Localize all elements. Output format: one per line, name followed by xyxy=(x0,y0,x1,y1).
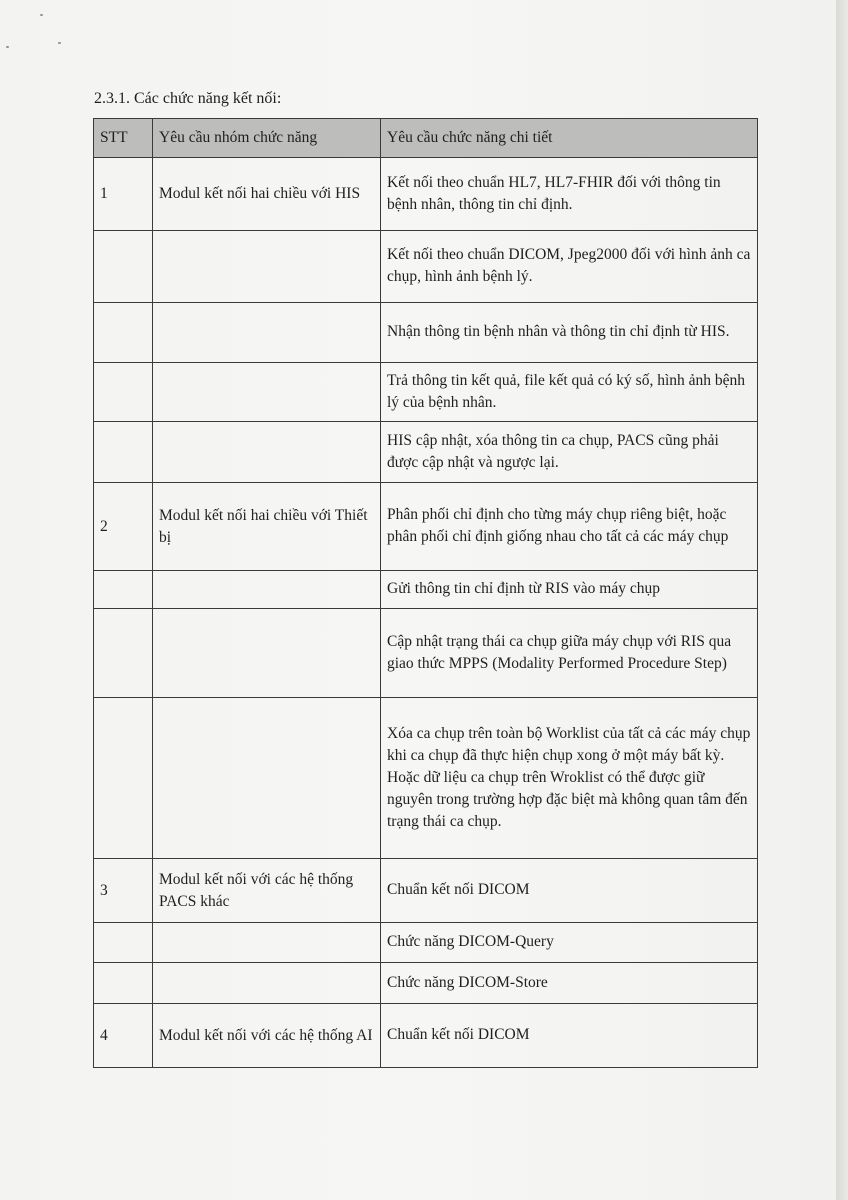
table-row xyxy=(94,1004,758,1068)
cell-stt xyxy=(94,363,153,422)
table-row xyxy=(94,483,758,571)
cell-stt xyxy=(94,963,153,1004)
table-row xyxy=(94,963,758,1004)
page-edge xyxy=(836,0,848,1200)
cell-stt: 3 xyxy=(94,859,153,923)
cell-group xyxy=(153,303,381,363)
cell-detail: HIS cập nhật, xóa thông tin ca chụp, PACS cũng phải được cập nhật và ngược lại. xyxy=(381,422,758,483)
paper-speck xyxy=(40,14,43,16)
cell-detail: Chức năng DICOM-Query xyxy=(381,923,758,963)
cell-detail: Trả thông tin kết quả, file kết quả có ký số, hình ảnh bệnh lý của bệnh nhân. xyxy=(381,363,758,422)
cell-stt: 2 xyxy=(94,483,153,571)
cell-detail: Nhận thông tin bệnh nhân và thông tin chỉ định từ HIS. xyxy=(381,303,758,363)
cell-group xyxy=(153,698,381,859)
table-header-row xyxy=(94,119,758,158)
table-row xyxy=(94,571,758,609)
cell-group xyxy=(153,963,381,1004)
cell-stt xyxy=(94,231,153,303)
cell-group xyxy=(153,422,381,483)
paper-speck xyxy=(58,42,61,44)
table-row xyxy=(94,231,758,303)
cell-stt xyxy=(94,923,153,963)
table-row xyxy=(94,363,758,422)
requirements-table xyxy=(93,118,758,1068)
header-group: Yêu cầu nhóm chức năng xyxy=(153,119,381,158)
cell-group xyxy=(153,609,381,698)
cell-detail: Gửi thông tin chỉ định từ RIS vào máy chụp xyxy=(381,571,758,609)
cell-detail: Xóa ca chụp trên toàn bộ Worklist của tất cả các máy chụp khi ca chụp đã thực hiện chụp xong ở một máy bất kỳ. Hoặc dữ liệu ca chụp trên Wroklist có thể được giữ nguyên trong trường hợp đặc biệt mà không quan tâm đến trạng thái ca chụp. xyxy=(381,698,758,859)
cell-stt xyxy=(94,571,153,609)
cell-stt xyxy=(94,422,153,483)
table-row xyxy=(94,158,758,231)
cell-group: Modul kết nối với các hệ thống PACS khác xyxy=(153,859,381,923)
header-stt: STT xyxy=(94,119,153,158)
table-row xyxy=(94,859,758,923)
cell-stt xyxy=(94,609,153,698)
section-heading: 2.3.1. Các chức năng kết nối: xyxy=(94,90,282,107)
cell-stt: 4 xyxy=(94,1004,153,1068)
cell-detail: Cập nhật trạng thái ca chụp giữa máy chụp với RIS qua giao thức MPPS (Modality Performed Procedure Step) xyxy=(381,609,758,698)
table-row xyxy=(94,422,758,483)
cell-group xyxy=(153,571,381,609)
table-row xyxy=(94,923,758,963)
table-row xyxy=(94,303,758,363)
table-row xyxy=(94,609,758,698)
cell-group xyxy=(153,231,381,303)
cell-stt xyxy=(94,698,153,859)
header-detail: Yêu cầu chức năng chi tiết xyxy=(381,119,758,158)
paper-speck xyxy=(6,46,9,48)
cell-detail: Chuẩn kết nối DICOM xyxy=(381,859,758,923)
cell-group: Modul kết nối hai chiều với HIS xyxy=(153,158,381,231)
table-row xyxy=(94,698,758,859)
cell-detail: Chức năng DICOM-Store xyxy=(381,963,758,1004)
cell-group xyxy=(153,923,381,963)
cell-stt: 1 xyxy=(94,158,153,231)
cell-detail: Chuẩn kết nối DICOM xyxy=(381,1004,758,1068)
cell-stt xyxy=(94,303,153,363)
cell-detail: Kết nối theo chuẩn DICOM, Jpeg2000 đối với hình ảnh ca chụp, hình ảnh bệnh lý. xyxy=(381,231,758,303)
cell-group xyxy=(153,363,381,422)
cell-detail: Kết nối theo chuẩn HL7, HL7-FHIR đối với thông tin bệnh nhân, thông tin chỉ định. xyxy=(381,158,758,231)
cell-group: Modul kết nối với các hệ thống AI xyxy=(153,1004,381,1068)
cell-detail: Phân phối chỉ định cho từng máy chụp riêng biệt, hoặc phân phối chỉ định giống nhau cho tất cả các máy chụp xyxy=(381,483,758,571)
cell-group: Modul kết nối hai chiều với Thiết bị xyxy=(153,483,381,571)
